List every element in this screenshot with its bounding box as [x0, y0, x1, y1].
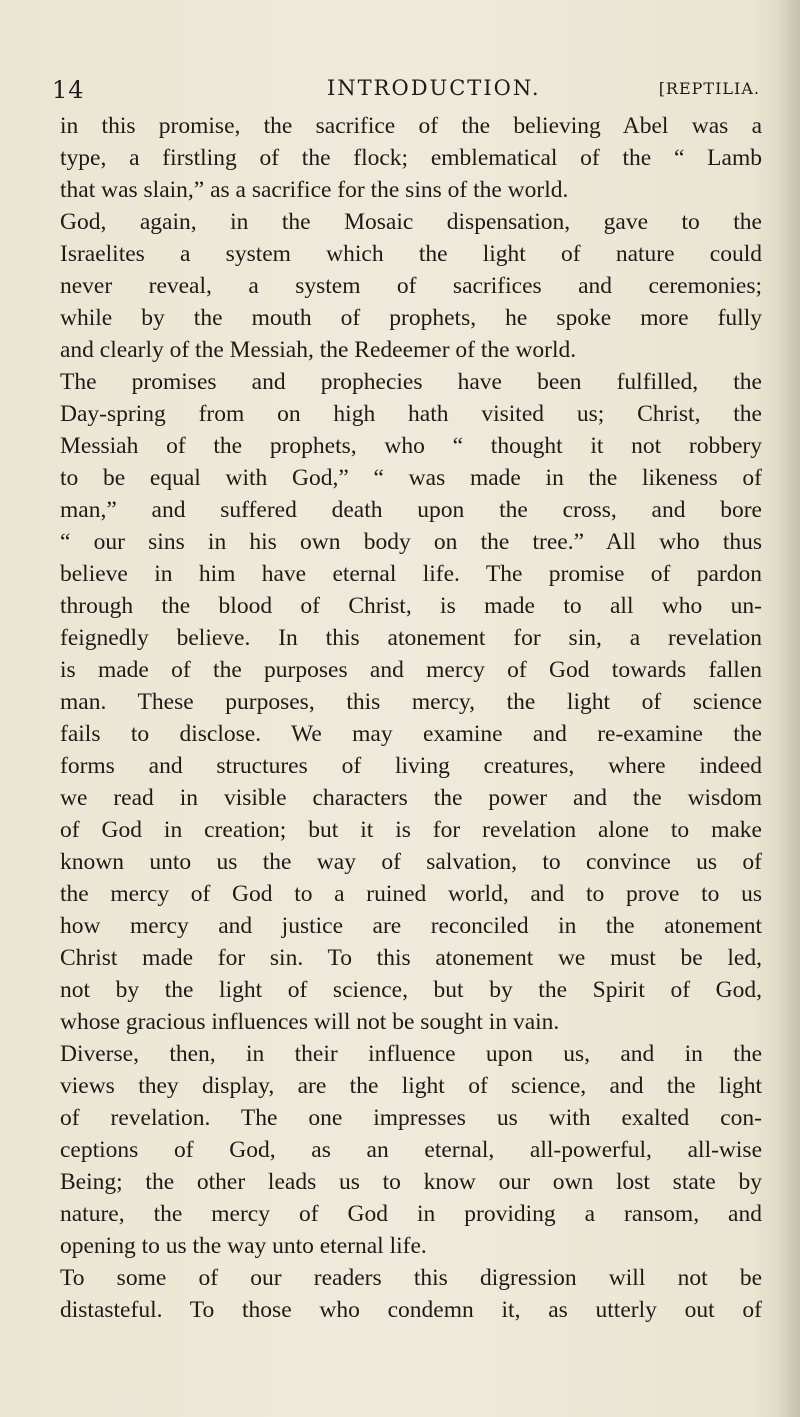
running-title: INTRODUCTION. [327, 76, 541, 100]
text-line: man. These purposes, this mercy, the light of science [60, 689, 762, 715]
text-line: forms and structures of living creatures, where indeed [60, 753, 762, 779]
text-line: in this promise, the sacrifice of the believing Abel was a [60, 113, 762, 139]
text-line: man,” and suffered death upon the cross, and bore [60, 497, 762, 523]
text-line: type, a firstling of the flock; emblematical of the “ Lamb [60, 145, 762, 171]
text-line: we read in visible characters the power and the wisdom [60, 785, 762, 811]
text-line: whose gracious influences will not be sought in vain. [60, 1009, 560, 1035]
text-line: to be equal with God,” “ was made in the likeness of [60, 465, 762, 491]
text-line: of revelation. The one impresses us with exalted con- [60, 1105, 762, 1131]
text-line: and clearly of the Messiah, the Redeemer of the world. [60, 337, 577, 363]
text-line: is made of the purposes and mercy of God towards fallen [60, 657, 762, 683]
text-line: Christ made for sin. To this atonement we must be led, [60, 945, 762, 971]
text-line: Messiah of the prophets, who “ thought it not robbery [60, 433, 762, 459]
text-line: distasteful. To those who condemn it, as utterly out of [60, 1297, 762, 1323]
body-text [60, 110, 762, 1326]
page-header [52, 76, 760, 106]
text-line: believe in him have eternal life. The promise of pardon [60, 561, 762, 587]
text-line: Israelites a system which the light of nature could [60, 241, 762, 267]
text-line: God, again, in the Mosaic dispensation, gave to the [60, 209, 762, 235]
text-line: that was slain,” as a sacrifice for the sins of the world. [60, 177, 569, 203]
text-line: The promises and prophecies have been fulfilled, the [60, 369, 762, 395]
text-line: of God in creation; but it is for revelation alone to make [60, 817, 762, 843]
text-line: To some of our readers this digression will not be [60, 1265, 762, 1291]
text-line: known unto us the way of salvation, to convince us of [60, 849, 762, 875]
page-number: 14 [52, 76, 85, 104]
text-line: feignedly believe. In this atonement for sin, a revelation [60, 625, 762, 651]
text-line: while by the mouth of prophets, he spoke more fully [60, 305, 762, 331]
text-line: the mercy of God to a ruined world, and to prove to us [60, 881, 762, 907]
text-line: ceptions of God, as an eternal, all-powerful, all-wise [60, 1137, 762, 1163]
text-line: fails to disclose. We may examine and re-examine the [60, 721, 762, 747]
text-line: through the blood of Christ, is made to all who un- [60, 593, 762, 619]
text-line: never reveal, a system of sacrifices and ceremonies; [60, 273, 762, 299]
text-line: nature, the mercy of God in providing a ransom, and [60, 1201, 762, 1227]
page-edge-shadow [778, 0, 800, 1417]
text-line: “ our sins in his own body on the tree.” All who thus [60, 529, 762, 555]
text-line: opening to us the way unto eternal life. [60, 1233, 427, 1259]
text-line: how mercy and justice are reconciled in the atonement [60, 913, 762, 939]
text-line: Being; the other leads us to know our own lost state by [60, 1169, 762, 1195]
section-mark: [REPTILIA. [658, 79, 760, 98]
text-line: views they display, are the light of science, and the light [60, 1073, 762, 1099]
text-line: Day-spring from on high hath visited us; Christ, the [60, 401, 762, 427]
text-line: not by the light of science, but by the Spirit of God, [60, 977, 762, 1003]
text-line: Diverse, then, in their influence upon us, and in the [60, 1041, 762, 1067]
